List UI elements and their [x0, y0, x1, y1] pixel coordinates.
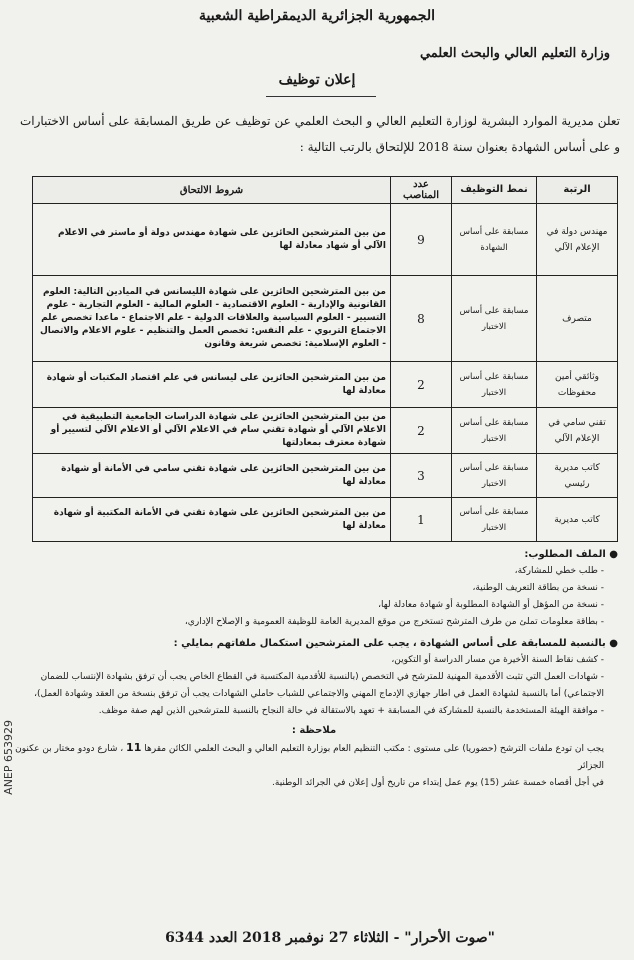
- list-item-text: طلب خطي للمشاركة،: [514, 566, 598, 576]
- newspaper-footer: "صوت الأحرار" - الثلاثاء 27 نوفمبر 2018 العدد 6344: [165, 930, 495, 946]
- header-conditions: شروط الالتحاق: [33, 177, 391, 204]
- list-item-text: كشف نقاط السنة الأخيرة من مسار الدراسة أو التكوين،: [391, 655, 598, 665]
- notes-title: ملاحظة :: [291, 725, 337, 736]
- list-item: - شهادات العمل التي تثبت الأقدمية المهنية للمترشح في التخصص (بالنسبة للأقدمية المكتسبة في القطاع الخاص يجب أن ترفق بشهادة الإنتساب للضمان الاجتماعي) أما بالنسبة لشهادة العمل في اطار جهازي الإدماج المهني والاجتماعي للشباب حاملي الشهادات يجب أن ترفق بنسخة من العقد وشهادة العمل)،: [34, 672, 604, 699]
- mode-cell: مسابقة على أساس الاختبار: [452, 276, 537, 362]
- conditions-cell: من بين المترشحين الحائزين على شهادة الدراسات الجامعية التطبيقية في الاعلام الآلي أو شهادة تقني سام في الاعلام الآلي أو الاعلام الآلي لتسيير أو شهادة معترف بمعادلتها: [33, 408, 391, 454]
- announcement-title: إعلان توظيف: [278, 72, 356, 88]
- title-underline: [266, 96, 376, 97]
- header-rank: الرتبة: [537, 177, 618, 204]
- rank-cell: تقني سامي في الإعلام الآلي: [537, 408, 618, 454]
- ministry-header: وزارة التعليم العالي والبحث العلمي: [419, 46, 610, 61]
- table-row: [33, 276, 618, 362]
- list-item-text: بطاقة معلومات تملئ من طرف المترشح تستخرج من موقع المديرية العامة للوظيفة العمومية و الإصلاح الإداري،: [184, 617, 598, 627]
- conditions-cell: من بين المترشحين الحائزين على شهادة تقني سامي في الأمانة أو شهادة معادلة لها: [33, 454, 391, 498]
- note-number: 11: [126, 741, 142, 754]
- header-count: عدد المناصب: [391, 177, 452, 204]
- note-line: [10, 775, 618, 792]
- note-line-2: ، شارع دودو مختار بن عكنون الجزائر: [15, 744, 604, 771]
- mode-cell: مسابقة على أساس الاختبار: [452, 454, 537, 498]
- table-row: [33, 204, 618, 276]
- count-cell: 2: [391, 362, 452, 408]
- rank-cell: متصرف: [537, 276, 618, 362]
- mode-cell: مسابقة على أساس الاختبار: [452, 362, 537, 408]
- note-line-1: يجب ان تودع ملفات الترشح (حضوريا) على مستوى : مكتب التنظيم العام بوزارة التعليم العالي و البحث العلمي الكائن مقرها: [144, 744, 604, 754]
- count-cell: 3: [391, 454, 452, 498]
- rank-cell: كاتب مديرية: [537, 498, 618, 542]
- republic-header: الجمهورية الجزائرية الديمقراطية الشعبية: [198, 8, 435, 24]
- conditions-cell: من بين المترشحين الحائزين على شهادة الليسانس في الميادين التالية: العلوم القانونية والإدارية - العلوم الاقتصادية - العلوم المالية - العلوم التجارية - علوم التسيير - العلوم السياسية والعلاقات الدولية - علم الاجتماع - ماعدا تخصص علم الاجتماع التربوي - علم النفس: تخصص العمل والتنظيم - علوم الاعلام والاتصال - العلوم الإسلامية: تخصص شريعة وقانون: [33, 276, 391, 362]
- mode-cell: مسابقة على أساس الاختبار: [452, 498, 537, 542]
- requirements-section: [10, 546, 618, 792]
- list-item-text: موافقة الهيئة المستخدمة بالنسبة للمشاركة في المسابقة + تعهد بالاستقالة في حالة النجاح بالنسبة للمترشحين الذين لهم صفة موظف.: [98, 706, 598, 716]
- conditions-cell: من بين المترشحين الحائزين على شهادة تقني في الأمانة المكتبية أو شهادة معادلة لها: [33, 498, 391, 542]
- table-row: [33, 498, 618, 542]
- note-line: [10, 739, 618, 775]
- intro-paragraph: تعلن مديرية الموارد البشرية لوزارة التعليم العالي و البحث العلمي عن توظيف عن طريق المسابقة على أساس الاختبارات و على أساس الشهادة بعنوان سنة 2018 للإلتحاق بالرتب التالية :: [20, 114, 620, 154]
- degree-title-text: بالنسبة للمسابقة على أساس الشهادة ، يجب على المترشحين استكمال ملفاتهم بمايلي :: [173, 638, 606, 649]
- rank-cell: كاتب مديرية رئيسي: [537, 454, 618, 498]
- list-item-text: نسخة من بطاقة التعريف الوطنية،: [472, 583, 598, 593]
- file-title-text: الملف المطلوب:: [524, 549, 606, 560]
- side-code: ANEP 653929: [2, 720, 15, 795]
- conditions-cell: من بين المترشحين الحائزين على شهادة مهندس دولة أو ماستر في الاعلام الآلي أو شهاد معادلة لها: [33, 204, 391, 276]
- header-mode: نمط التوظيف: [452, 177, 537, 204]
- count-cell: 2: [391, 408, 452, 454]
- rank-cell: وثائقي أمين محفوظات: [537, 362, 618, 408]
- table-header-row: [33, 177, 618, 204]
- table-row: [33, 454, 618, 498]
- list-item: - نسخة من بطاقة التعريف الوطنية،: [472, 583, 604, 593]
- table-row: [33, 362, 618, 408]
- list-item: - كشف نقاط السنة الأخيرة من مسار الدراسة أو التكوين،: [391, 655, 604, 665]
- list-item-text: نسخة من المؤهل أو الشهادة المطلوبة أو شهادة معادلة لها،: [378, 600, 598, 610]
- list-item-text: شهادات العمل التي تثبت الأقدمية المهنية للمترشح في التخصص (بالنسبة للأقدمية المكتسبة في القطاع الخاص يجب أن ترفق بشهادة الإنتساب للضمان الاجتماعي) أما بالنسبة لشهادة العمل في اطار جهازي الإدماج المهني والاجتماعي للشباب حاملي الشهادات يجب أن ترفق بنسخة من العقد وشهادة العمل)،: [34, 672, 604, 699]
- mode-cell: مسابقة على أساس الاختبار: [452, 408, 537, 454]
- positions-table: [32, 176, 618, 542]
- count-cell: 1: [391, 498, 452, 542]
- list-item: - موافقة الهيئة المستخدمة بالنسبة للمشاركة في المسابقة + تعهد بالاستقالة في حالة النجاح بالنسبة للمترشحين الذين لهم صفة موظف.: [98, 706, 604, 716]
- list-item: - بطاقة معلومات تملئ من طرف المترشح تستخرج من موقع المديرية العامة للوظيفة العمومية و الإصلاح الإداري،: [184, 617, 604, 627]
- table-row: [33, 408, 618, 454]
- note-line-3: في أجل أقصاه خمسة عشر (15) يوم عمل إبتداء من تاريخ أول إعلان في الجرائد الوطنية.: [272, 778, 604, 788]
- conditions-cell: من بين المترشحين الحائزين على ليسانس في علم اقتصاد المكتبات أو شهادة معادلة لها: [33, 362, 391, 408]
- file-title: ● الملف المطلوب:: [524, 549, 618, 560]
- degree-title: ● بالنسبة للمسابقة على أساس الشهادة ، يجب على المترشحين استكمال ملفاتهم بمايلي :: [173, 638, 618, 649]
- list-item: - نسخة من المؤهل أو الشهادة المطلوبة أو شهادة معادلة لها،: [378, 600, 604, 610]
- list-item: - طلب خطي للمشاركة،: [514, 566, 604, 576]
- mode-cell: مسابقة على أساس الشهادة: [452, 204, 537, 276]
- count-cell: 9: [391, 204, 452, 276]
- rank-cell: مهندس دولة في الإعلام الآلي: [537, 204, 618, 276]
- count-cell: 8: [391, 276, 452, 362]
